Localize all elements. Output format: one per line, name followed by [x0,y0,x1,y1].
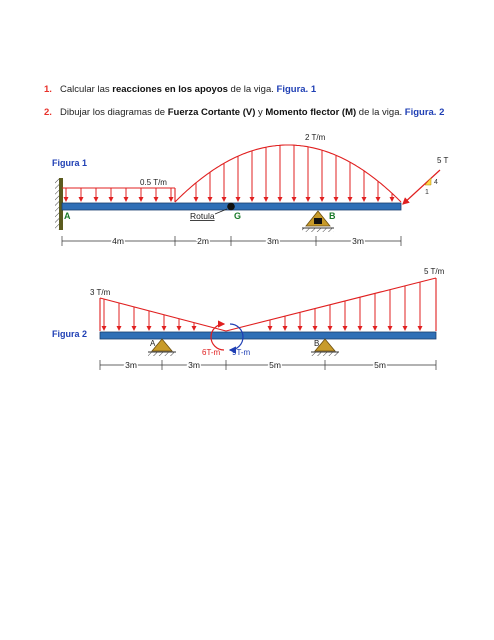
instruction-1-number: 1. [44,84,52,95]
parabolic-load-arrow-head [278,197,283,202]
parabolic-load-arrow-head [376,197,381,202]
parabolic-load-arrow-head [348,197,353,202]
parabolic-load-arrow-head [194,197,199,202]
parabolic-load-arrow-head [222,197,227,202]
load-right-label: 5 T/m [424,267,445,276]
hinge-label: Rotula [190,211,215,221]
triangular-load-right-arrow-head [373,326,378,331]
triangular-load-left-arrow-head [192,326,197,331]
parabolic-load-arrow-head [306,197,311,202]
parabolic-load-arrow-head [236,197,241,202]
triangular-load-left-arrow-head [177,326,182,331]
triangular-load-right-arrow-head [418,326,423,331]
uniform-load-arrow-head [169,197,174,202]
figure-1 [52,133,449,246]
triangular-load-left-arrow-head [102,326,107,331]
uniform-load-arrow-head [109,197,114,202]
figure-2-caption: Figura 2 [52,329,88,339]
triangular-load-left-arrow-head [147,326,152,331]
instruction-2-text-a: Dibujar los diagramas de [60,107,168,118]
support-b-label-2: B [314,339,320,348]
parabolic-load-arrow-head [362,197,367,202]
instruction-2-figure-ref: Figura. 2 [404,107,445,118]
load-left-label: 3 T/m [90,288,111,297]
parabolic-load-arrow-head [264,197,269,202]
dim-1-3: 3m [267,236,279,246]
triangular-load-right-arrow-head [343,326,348,331]
slope-rise: 4 [434,179,438,186]
point-load-label: 5 T [437,156,449,165]
instruction-1-figure-ref: Figura. 1 [276,84,317,95]
uniform-load-arrow-head [154,197,159,202]
parabolic-peak-label: 2 T/m [305,133,326,142]
triangular-load-right-arrow-head [358,326,363,331]
support-a-label-2: A [150,339,156,348]
figure-2-distributed-loads [100,278,436,331]
triangular-load-right-arrow-head [388,326,393,331]
dim-2-4: 5m [374,360,386,370]
point-load-5t-arrow [403,170,440,204]
uniform-load-label: 0.5 T/m [140,178,167,187]
hinge-point-label: G [234,211,242,221]
instruction-1-text-b: de la viga. [227,84,277,95]
triangular-load-right-arrow-head [268,326,273,331]
slope-run: 1 [425,189,429,196]
figure-1-distributed-loads [62,145,401,202]
uniform-load-arrow-head [139,197,144,202]
triangular-load-right-arrow-head [403,326,408,331]
hinge-g [227,203,235,211]
uniform-load-arrow-head [94,197,99,202]
figure-2 [52,267,445,370]
dim-1-1: 4m [112,236,124,246]
dim-2-1: 3m [125,360,137,370]
instruction-2-text-b: y [255,107,266,118]
instruction-1-text-a: Calcular las [60,84,113,95]
moment-right-label: 9T-m [232,348,251,357]
dim-1-4: 3m [352,236,364,246]
instruction-1-bold: reacciones en los apoyos [112,84,228,95]
support-a-label-1: A [64,211,71,221]
dim-1-2: 2m [197,236,209,246]
triangular-load-left-arrow-head [132,326,137,331]
uniform-load-arrow-head [64,197,69,202]
parabolic-load-arrow-head [208,197,213,202]
dim-2-3: 5m [269,360,281,370]
parabolic-load-arrow-head [320,197,325,202]
parabolic-load-curve [175,145,401,202]
uniform-load-arrow-head [79,197,84,202]
instruction-2-bold-b: Momento flector (M) [265,107,357,118]
triangular-load-right-arrow-head [313,326,318,331]
uniform-load-arrow-head [124,197,129,202]
support-b-label-1: B [329,211,336,221]
parabolic-load-arrow-head [250,197,255,202]
triangular-load-right-arrow-head [298,326,303,331]
parabolic-load-arrow-head [334,197,339,202]
dim-2-2: 3m [188,360,200,370]
instruction-2-number: 2. [44,107,52,118]
figure-1-caption: Figura 1 [52,158,88,168]
beam-2 [100,332,436,339]
triangular-load-right-arrow-head [283,326,288,331]
slope-triangle [425,178,431,185]
moment-left-label: 6T-m [202,348,221,357]
triangular-load-left-arrow-head [162,326,167,331]
triangular-load-left-arrow-head [117,326,122,331]
triangular-load-right-arrow-head [328,326,333,331]
parabolic-load-arrow-head [390,197,395,202]
parabolic-load-arrow-head [292,197,297,202]
instruction-2-bold-a: Fuerza Cortante (V) [167,107,256,118]
instruction-2-text-c: de la viga. [356,107,405,118]
